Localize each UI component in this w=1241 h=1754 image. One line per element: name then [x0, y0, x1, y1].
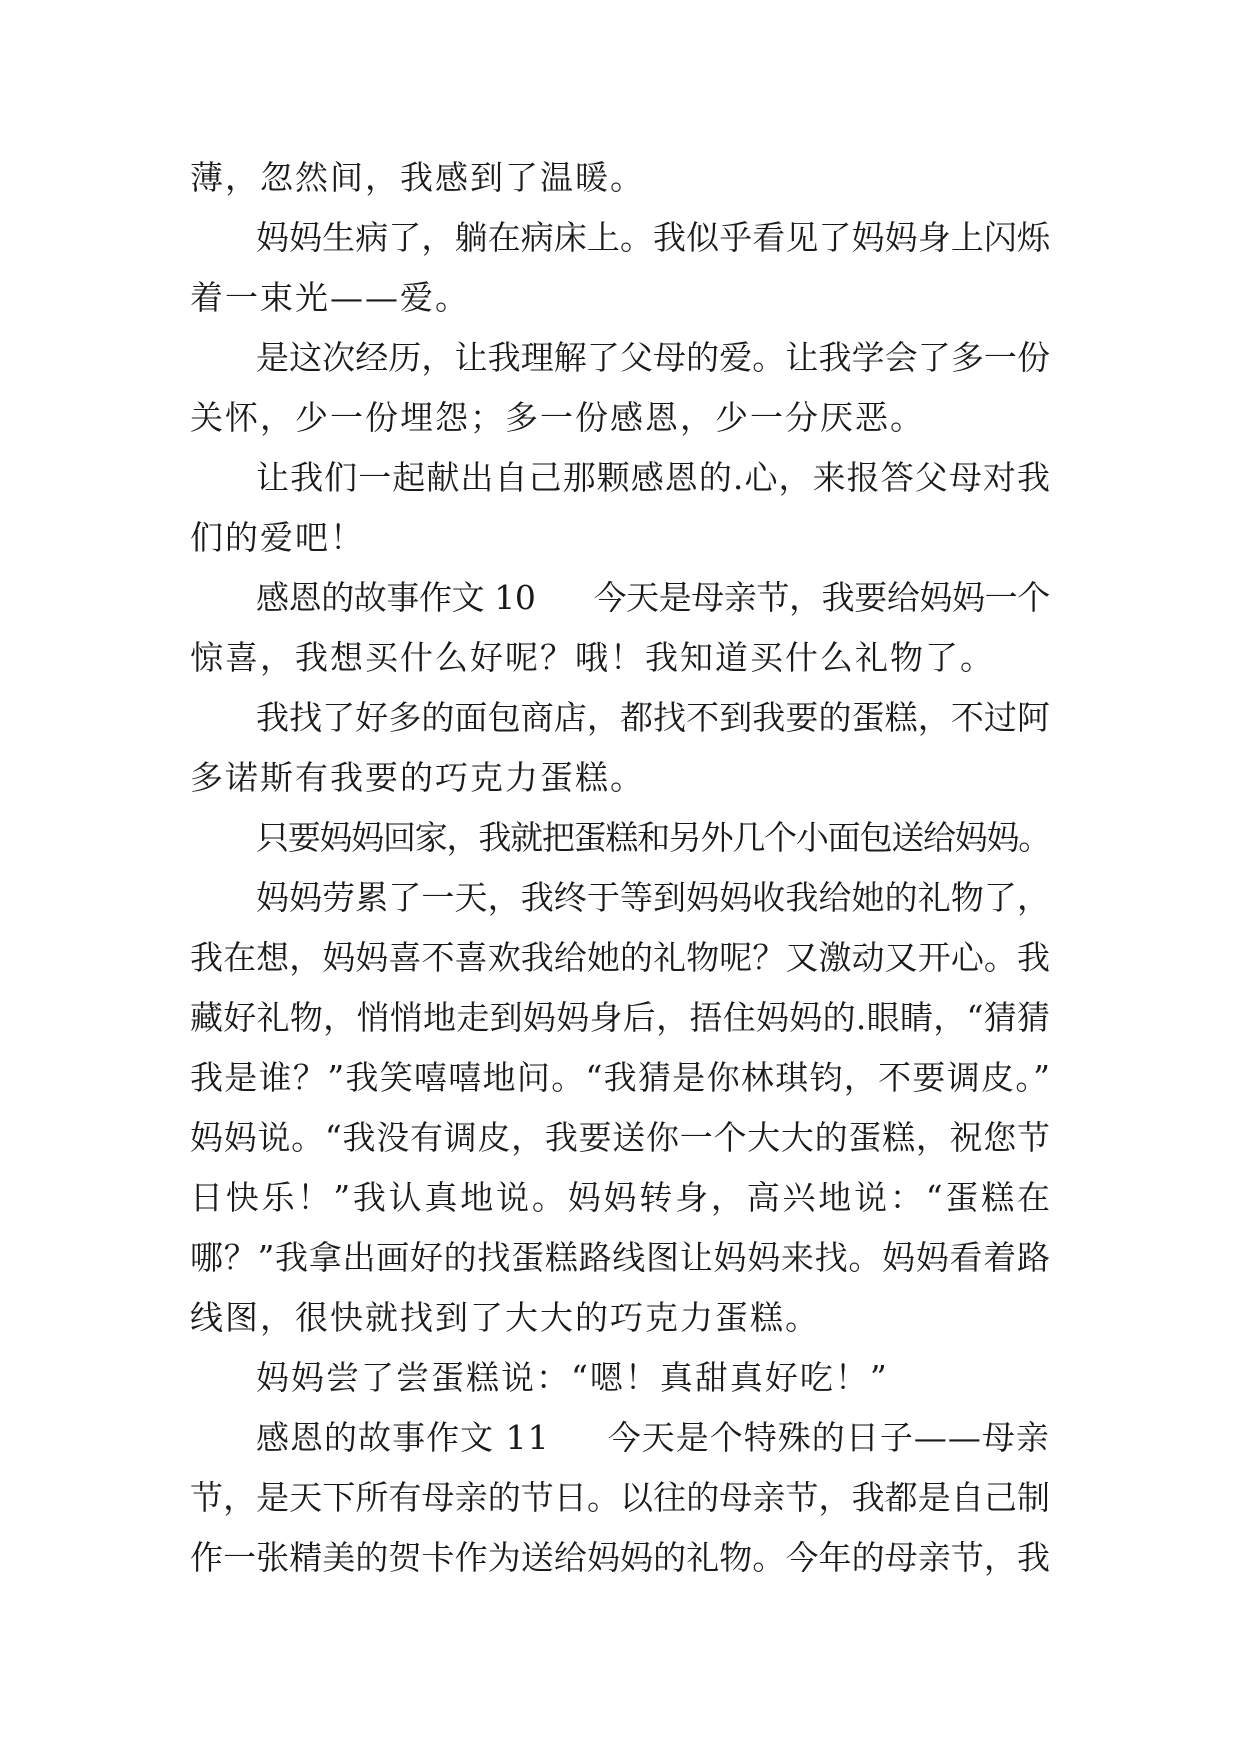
essay-title: 感恩的故事作文 10: [256, 578, 536, 617]
text-line: 节，是天下所有母亲的节日。以往的母亲节，我都是自己制: [190, 1478, 1050, 1517]
text-line: 妈妈生病了，躺在病床上。我似乎看见了妈妈身上闪烁: [256, 218, 1050, 257]
essay-title-line: [190, 1408, 1050, 1468]
text-line: 妈妈劳累了一天，我终于等到妈妈收我给她的礼物了，: [256, 878, 1050, 917]
text-line: 着一束光——爱。: [190, 278, 470, 317]
text-line: 多诺斯有我要的巧克力蛋糕。: [190, 758, 645, 797]
essay-title: 感恩的故事作文 11: [256, 1418, 550, 1457]
text-line: 藏好礼物，悄悄地走到妈妈身后，捂住妈妈的.眼睛，“猜猜: [190, 998, 1050, 1037]
document-body: [190, 148, 1050, 1588]
text-line: 让我们一起献出自己那颗感恩的.心，来报答父母对我: [256, 458, 1050, 497]
text-line: 我找了好多的面包商店，都找不到我要的蛋糕，不过阿: [256, 698, 1050, 737]
text-line: 是这次经历，让我理解了父母的爱。让我学会了多一份: [256, 338, 1050, 377]
text-line: 作一张精美的贺卡作为送给妈妈的礼物。今年的母亲节，我: [190, 1538, 1050, 1577]
text-line: 惊喜，我想买什么好呢？哦！我知道买什么礼物了。: [190, 638, 995, 677]
text-line: 哪？”我拿出画好的找蛋糕路线图让妈妈来找。妈妈看着路: [190, 1238, 1050, 1277]
text-line: 们的爱吧！: [190, 518, 365, 557]
essay-first-sentence: 今天是母亲节，我要给妈妈一个: [593, 578, 1050, 617]
text-line: 我是谁？”我笑嘻嘻地问。“我猜是你林琪钧，不要调皮。”: [190, 1058, 1050, 1097]
text-lines: [190, 148, 1050, 1588]
text-line: 日快乐！”我认真地说。妈妈转身，高兴地说：“蛋糕在: [190, 1178, 1050, 1217]
essay-title-line: [190, 568, 1050, 628]
essay-first-sentence: 今天是个特殊的日子——母亲: [607, 1418, 1050, 1457]
text-line: 关怀，少一份埋怨；多一份感恩，少一分厌恶。: [190, 398, 925, 437]
text-line: 只要妈妈回家，我就把蛋糕和另外几个小面包送给妈妈。: [256, 818, 1050, 857]
text-line: 线图，很快就找到了大大的巧克力蛋糕。: [190, 1298, 820, 1337]
text-line: 薄，忽然间，我感到了温暖。: [190, 158, 645, 197]
text-line: 妈妈尝了尝蛋糕说：“嗯！真甜真好吃！”: [256, 1358, 889, 1397]
text-line: 妈妈说。“我没有调皮，我要送你一个大大的蛋糕，祝您节: [190, 1118, 1050, 1157]
text-line: 我在想，妈妈喜不喜欢我给她的礼物呢？又激动又开心。我: [190, 938, 1050, 977]
